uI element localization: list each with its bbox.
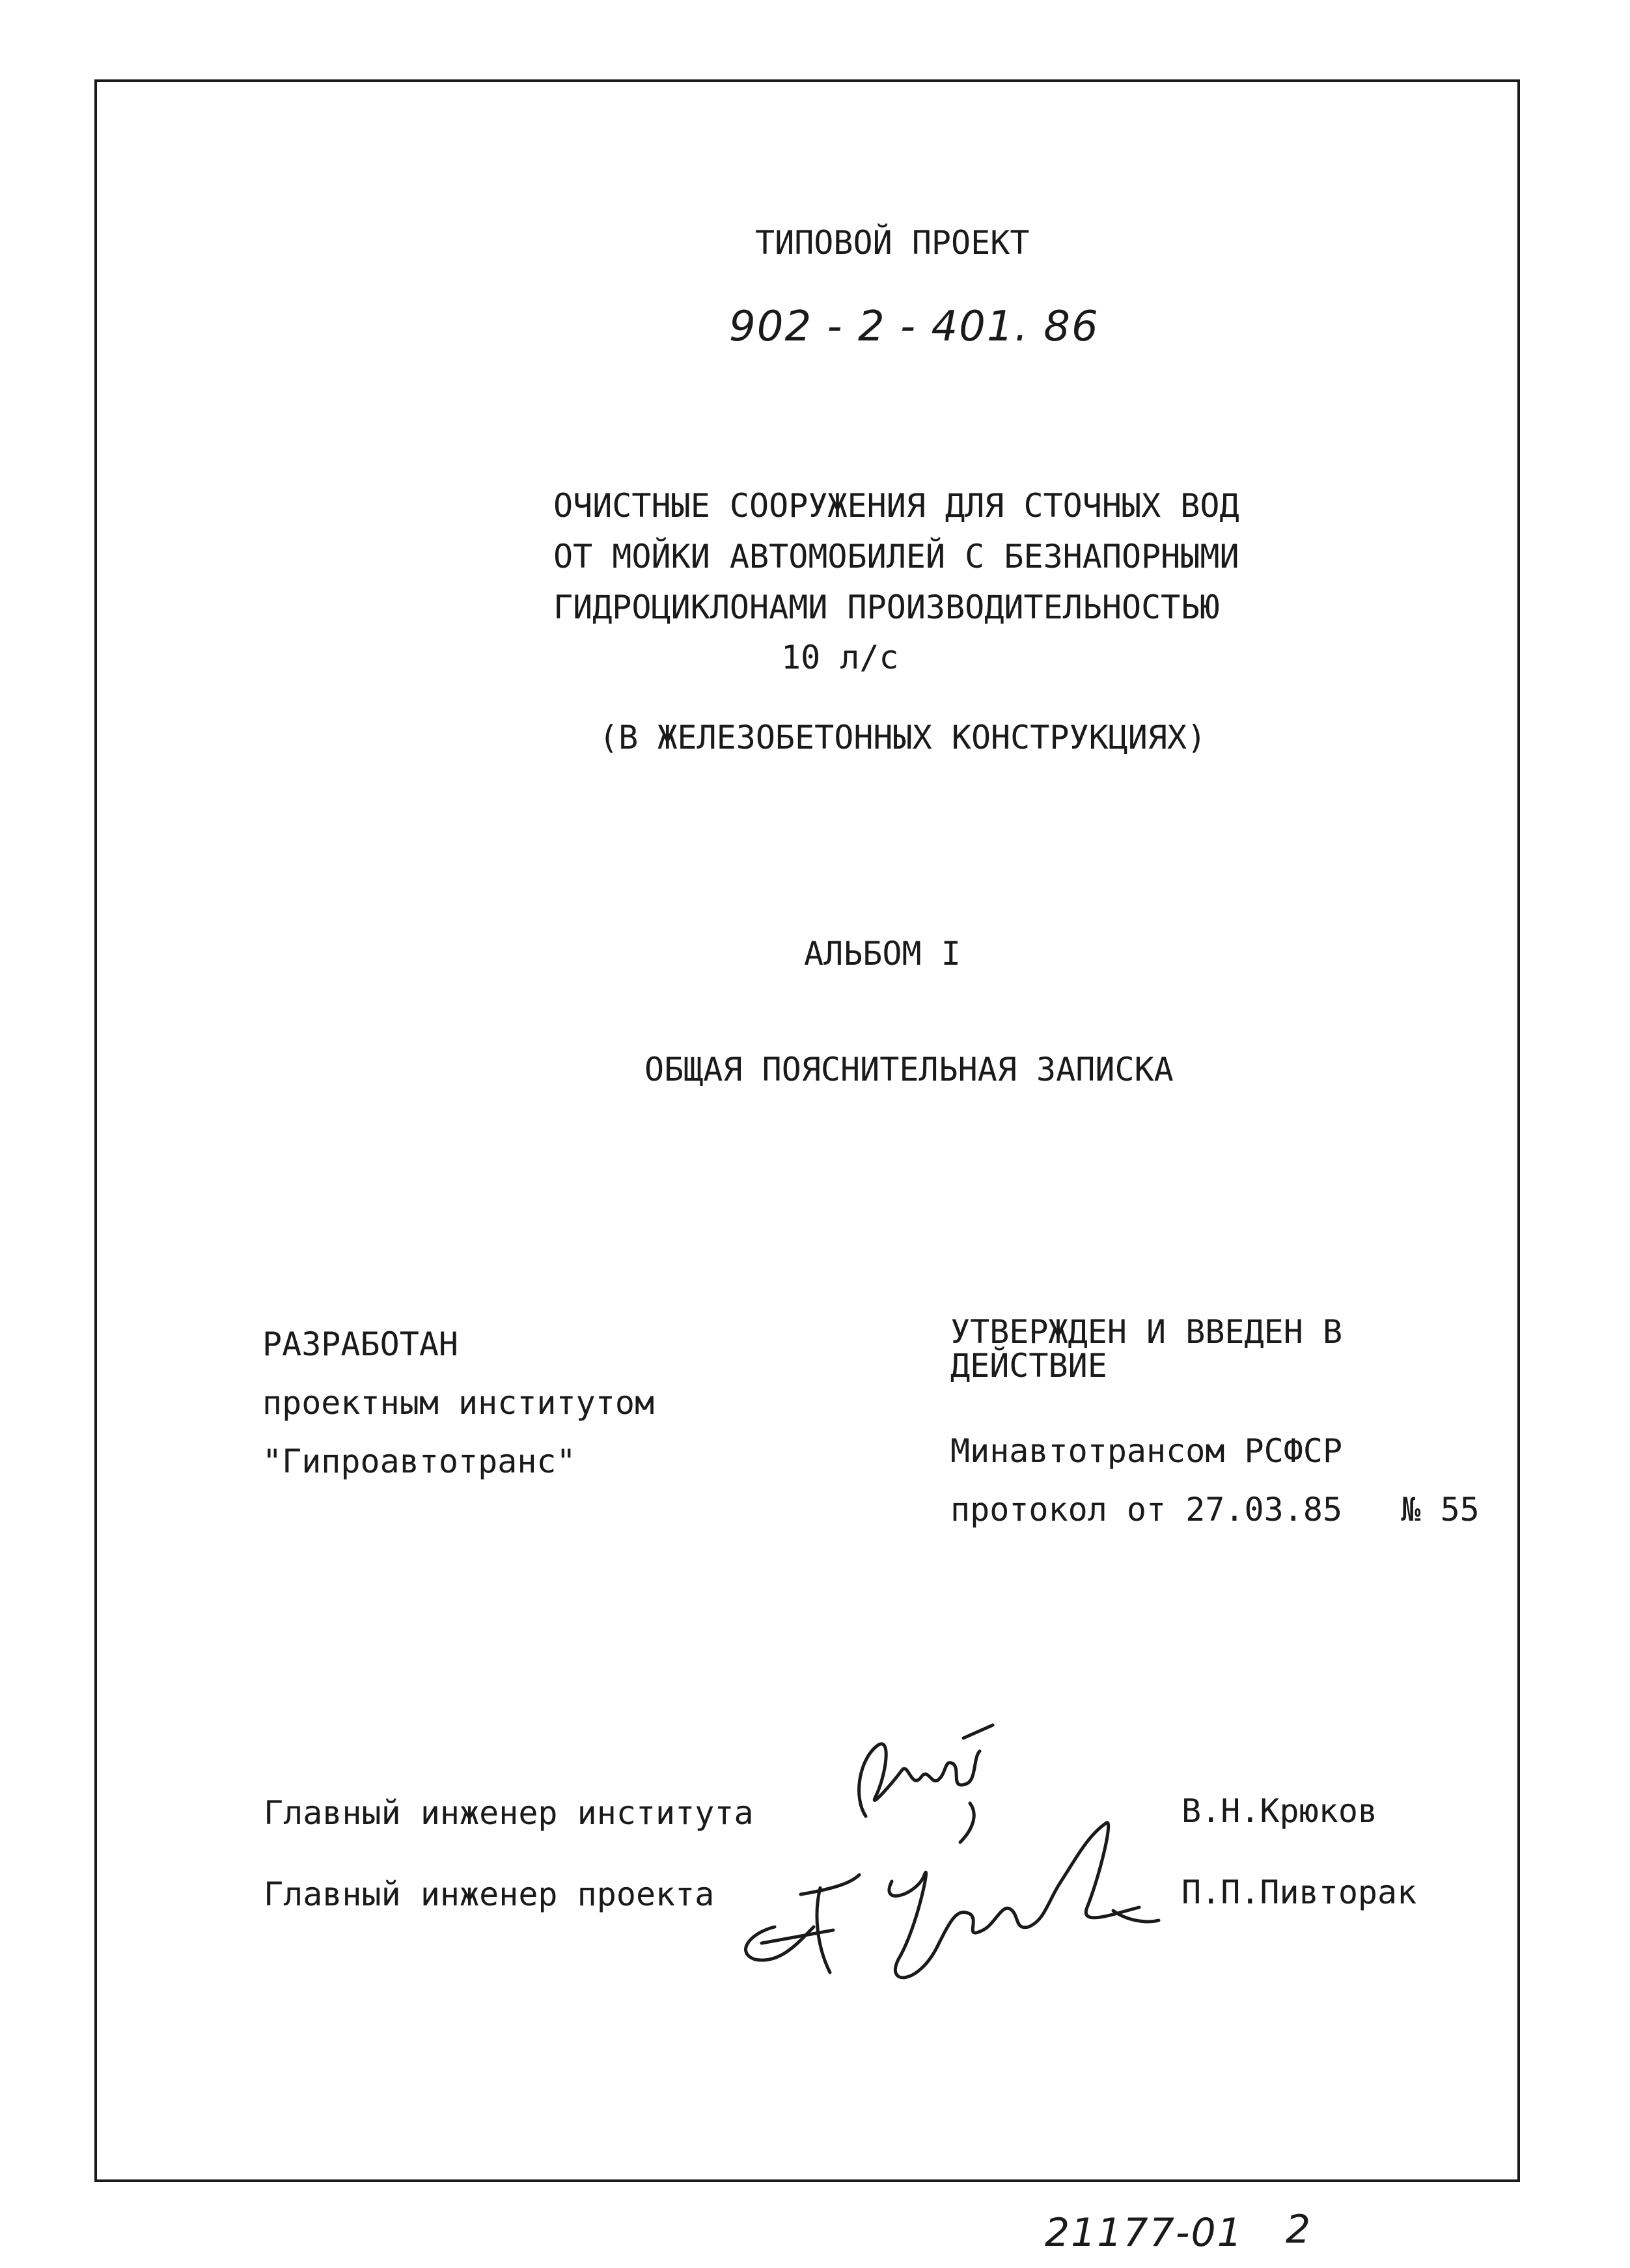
footer-page-number: 2 — [1286, 2207, 1312, 2252]
developed-line1: проектным институтом — [262, 1384, 655, 1422]
developed-line2: "Гипроавтотранс" — [262, 1443, 576, 1480]
signature-role-2: Главный инженер проекта — [264, 1875, 715, 1913]
signature-role-1: Главный инженер института — [264, 1794, 754, 1832]
approved-number: № 55 — [1401, 1491, 1480, 1528]
approved-protocol: протокол от 27.03.85 — [950, 1491, 1343, 1528]
footer-code: 21177-01 — [1045, 2210, 1243, 2256]
project-number: 902 - 2 - 401. 86 — [729, 303, 1099, 351]
approved-protocol-row — [950, 1480, 1480, 1539]
title-line-3: ГИДРОЦИКЛОНАМИ ПРОИЗВОДИТЕЛЬНОСТЬЮ — [553, 588, 1220, 626]
approved-heading-1: УТВЕРЖДЕН И ВВЕДЕН В — [950, 1313, 1343, 1351]
signature-2-graphic — [723, 1797, 1165, 1992]
title-line-4: 10 л/с — [781, 639, 899, 676]
developed-heading: РАЗРАБОТАН — [262, 1325, 459, 1363]
project-type: ТИПОВОЙ ПРОЕКТ — [755, 224, 1030, 262]
album-label: АЛЬБОМ I — [804, 935, 961, 973]
album-description: ОБЩАЯ ПОЯСНИТЕЛЬНАЯ ЗАПИСКА — [644, 1051, 1174, 1088]
approved-heading-2: ДЕЙСТВИЕ — [950, 1347, 1107, 1385]
title-subtitle: (В ЖЕЛЕЗОБЕТОННЫХ КОНСТРУКЦИЯХ) — [599, 719, 1207, 756]
signature-name-1: В.Н.Крюков — [1181, 1792, 1378, 1830]
approved-block — [950, 1315, 1480, 1539]
signature-name-2: П.П.Пивторак — [1181, 1874, 1417, 1911]
title-line-1: ОЧИСТНЫЕ СООРУЖЕНИЯ ДЛЯ СТОЧНЫХ ВОД — [553, 487, 1239, 525]
title-line-2: ОТ МОЙКИ АВТОМОБИЛЕЙ С БЕЗНАПОРНЫМИ — [553, 538, 1239, 575]
developed-block — [262, 1315, 654, 1491]
approved-line1: Минавтотрансом РСФСР — [950, 1432, 1343, 1470]
